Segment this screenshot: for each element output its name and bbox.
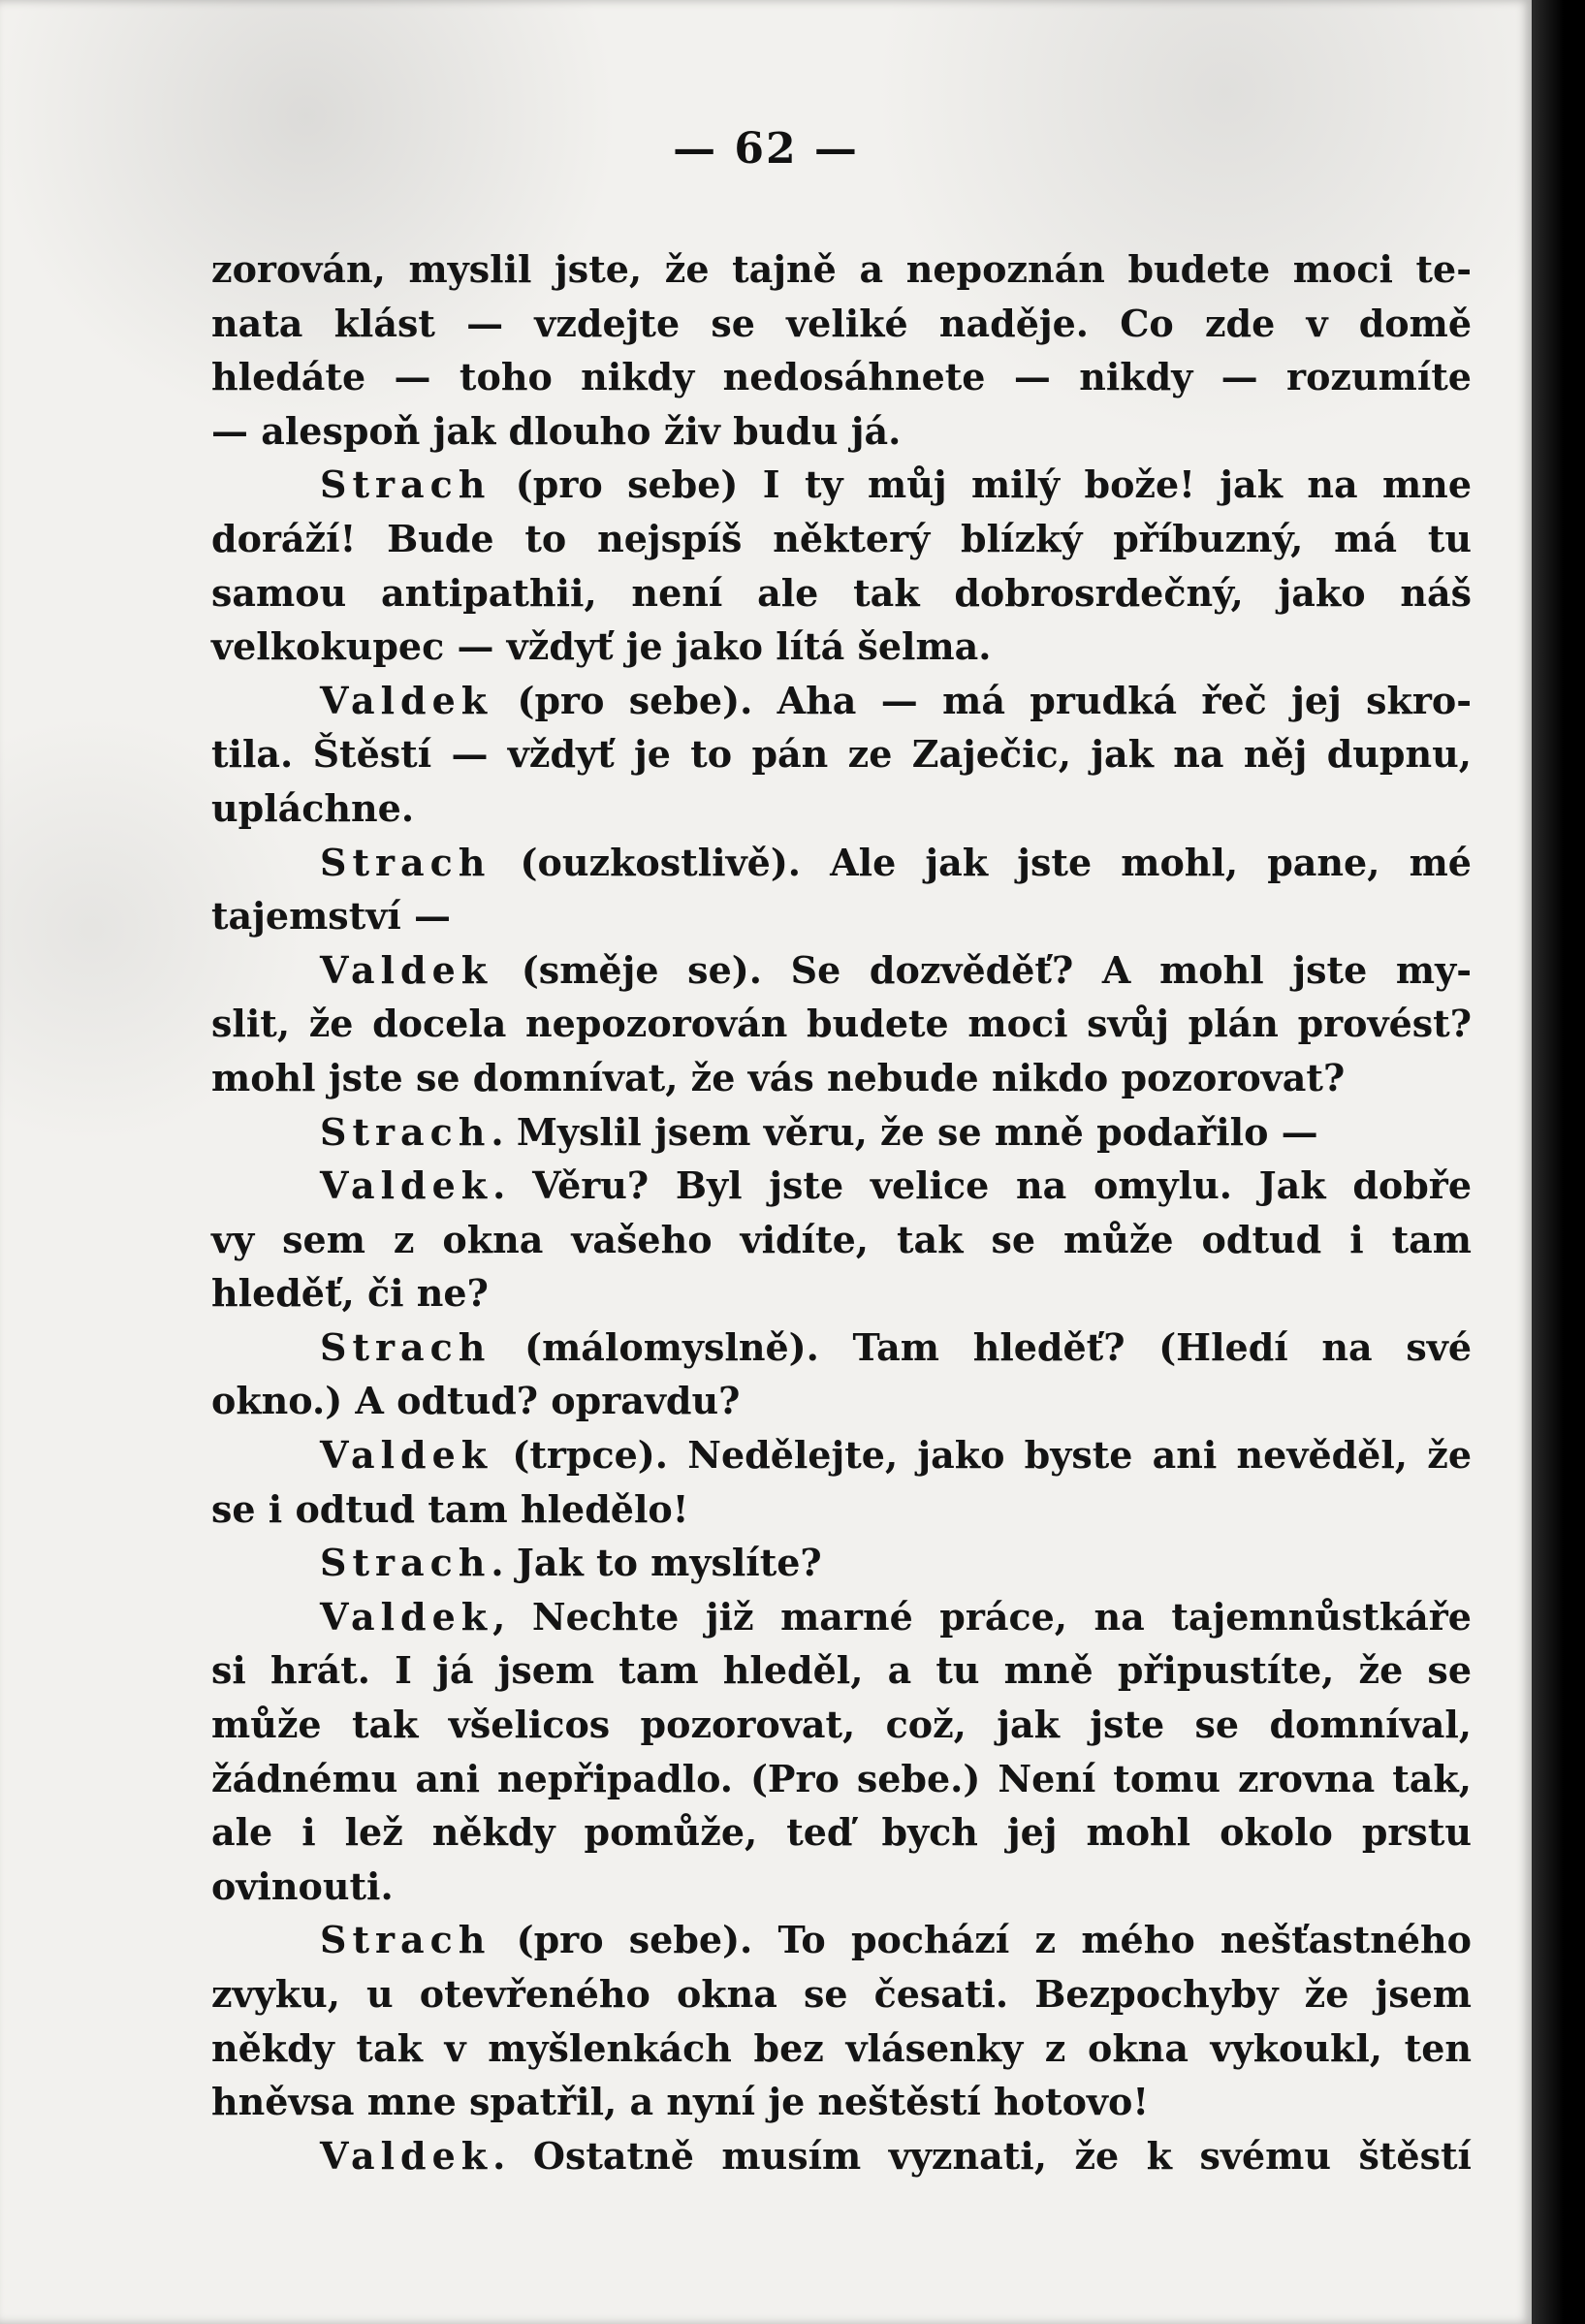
line-text: hleděť, či ne? <box>211 1271 489 1316</box>
line-text: někdy tak v myšlenkách bez vlásenky z okna vykoukl, ten <box>211 2025 1472 2070</box>
line-text: samou antipathii, není ale tak dobrosrdečný, jako náš <box>211 570 1472 615</box>
text-line <box>211 1913 1472 1967</box>
line-text: (pro sebe). Aha — má prudká řeč jej skro- <box>492 678 1472 722</box>
text-line <box>211 836 1472 890</box>
text-line <box>211 674 1472 728</box>
speaker-name: Valdek <box>320 678 493 722</box>
line-text: (trpce). Nedělejte, jako byste ani nevěděl, že <box>492 1433 1472 1478</box>
speaker-name: Strach <box>320 1918 491 1962</box>
text-line <box>211 1643 1472 1698</box>
line-text: nata klást — vzdejte se veliké naděje. Co zde v domě <box>211 301 1472 345</box>
speaker-name: Strach <box>320 840 491 884</box>
speaker-name: Valdek <box>320 947 493 992</box>
text-line <box>211 1482 1472 1537</box>
text-line <box>211 1428 1472 1482</box>
text-line <box>211 512 1472 566</box>
page-number: — 62 — <box>673 124 859 174</box>
text-line <box>211 943 1472 998</box>
line-text: (pro sebe) I ty můj milý bože! jak na mne <box>491 462 1472 507</box>
line-text: . Ostatně musím vyznati, že k svému štěstí <box>492 2133 1472 2178</box>
speaker-name: Strach <box>320 1324 491 1369</box>
line-text: — alespoň jak dlouho živ budu já. <box>211 408 902 453</box>
line-text: mohl jste se domnívat, že vás nebude nikdo pozorovat? <box>211 1055 1346 1099</box>
text-line <box>211 889 1472 943</box>
text-line <box>211 1321 1472 1375</box>
text-line <box>211 997 1472 1051</box>
scan-border <box>1532 0 1585 2324</box>
text-line <box>211 1051 1472 1105</box>
speaker-name: Strach <box>320 1541 491 1585</box>
text-line <box>211 1266 1472 1321</box>
line-text: okno.) A odtud? opravdu? <box>211 1379 741 1423</box>
line-text: zorován, myslil jste, že tajně a nepoznán budete moci te- <box>211 247 1472 291</box>
text-line <box>211 727 1472 781</box>
text-line <box>211 242 1472 297</box>
line-text: může tak všelicos pozorovat, což, jak jste se domníval, <box>211 1703 1472 1747</box>
text-line <box>211 297 1472 351</box>
speaker-name: Strach <box>320 1109 491 1154</box>
line-text: hledáte — toho nikdy nedosáhnete — nikdy — rozumíte <box>211 355 1472 399</box>
page-text <box>211 242 1472 2182</box>
line-text: upláchne. <box>211 785 415 830</box>
text-line <box>211 2075 1472 2129</box>
text-line <box>211 1967 1472 2022</box>
text-line <box>211 781 1472 836</box>
line-text: si hrát. I já jsem tam hleděl, a tu mně připustíte, že se <box>211 1648 1472 1693</box>
line-text: tajemství — <box>211 894 451 939</box>
text-line <box>211 620 1472 674</box>
speaker-name: Valdek <box>320 1433 493 1478</box>
speaker-name: Valdek <box>320 1594 493 1639</box>
text-line <box>211 2129 1472 2183</box>
line-text: doráží! Bude to nejspíš některý blízký příbuzný, má tu <box>211 516 1472 560</box>
line-text: žádnému ani nepřipadlo. (Pro sebe.) Není tomu zrovna tak, <box>211 1756 1472 1800</box>
text-line <box>211 1752 1472 1806</box>
text-line <box>211 566 1472 621</box>
text-line <box>211 1805 1472 1860</box>
line-text: . Myslil jsem věru, že se mně podařilo — <box>491 1109 1318 1154</box>
text-line <box>211 1159 1472 1213</box>
speaker-name: Valdek <box>320 2133 493 2178</box>
text-line <box>211 1590 1472 1644</box>
line-text: se i odtud tam hledělo! <box>211 1486 689 1531</box>
text-line <box>211 1213 1472 1267</box>
line-text: ovinouti. <box>211 1863 394 1908</box>
line-text: vy sem z okna vašeho vidíte, tak se může odtud i tam <box>211 1217 1472 1261</box>
line-text: hněvsa mne spatřil, a nyní je neštěstí hotovo! <box>211 2080 1150 2124</box>
text-line <box>211 1860 1472 1914</box>
line-text: (málomyslně). Tam hleděť? (Hledí na své <box>491 1324 1472 1369</box>
text-line <box>211 458 1472 512</box>
text-line <box>211 1536 1472 1590</box>
line-text: . Jak to myslíte? <box>491 1541 822 1585</box>
text-line <box>211 350 1472 404</box>
text-line <box>211 1698 1472 1752</box>
text-line <box>211 1374 1472 1428</box>
text-line <box>211 2022 1472 2076</box>
line-text: , Nechte již marné práce, na tajemnůstkáře <box>492 1594 1472 1639</box>
line-text: (ouzkostlivě). Ale jak jste mohl, pane, mé <box>491 840 1472 884</box>
speaker-name: Strach <box>320 462 491 507</box>
line-text: (pro sebe). To pochází z mého nešťastného <box>491 1918 1472 1962</box>
speaker-name: Valdek <box>320 1163 493 1208</box>
line-text: . Věru? Byl jste velice na omylu. Jak dobře <box>492 1163 1472 1208</box>
line-text: tila. Štěstí — vždyť je to pán ze Zaječic, jak na něj dupnu, <box>211 732 1472 777</box>
text-line <box>211 1105 1472 1160</box>
line-text: ale i lež někdy pomůže, teď bych jej mohl okolo prstu <box>211 1810 1472 1855</box>
line-text: zvyku, u otevřeného okna se česati. Bezpochyby že jsem <box>211 1972 1472 2016</box>
line-text: velkokupec — vždyť je jako lítá šelma. <box>211 624 992 669</box>
line-text: slit, že docela nepozorován budete moci svůj plán provést? <box>211 1002 1472 1046</box>
text-line <box>211 404 1472 459</box>
line-text: (směje se). Se dozvěděť? A mohl jste my- <box>492 947 1472 992</box>
